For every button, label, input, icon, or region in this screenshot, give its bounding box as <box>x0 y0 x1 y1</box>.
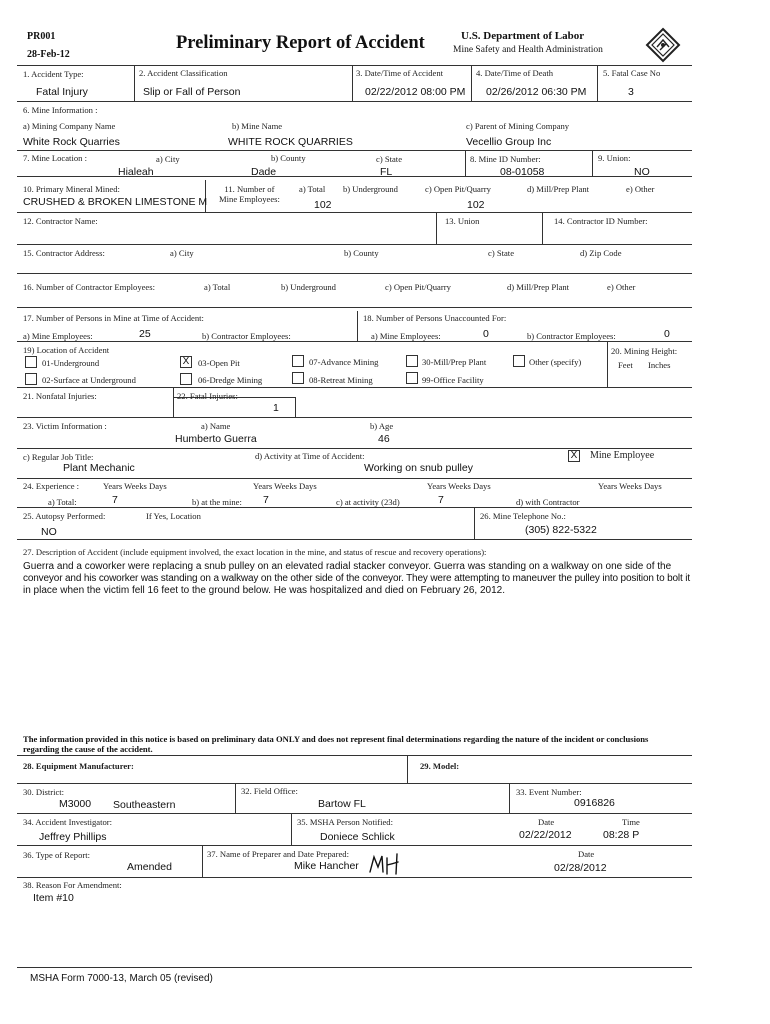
victim-age-label: b) Age <box>370 421 394 431</box>
page-title: Preliminary Report of Accident <box>176 33 425 53</box>
employees-total-label: a) Total <box>299 184 326 194</box>
nonfatal-injuries-label: 21. Nonfatal Injuries: <box>23 391 97 401</box>
mine-employee-label: Mine Employee <box>590 450 655 461</box>
checkbox-mine-employee[interactable]: X <box>568 450 580 462</box>
print-date: 28-Feb-12 <box>27 49 70 60</box>
description-line-2: conveyor and his coworker was standing on a walkway on the other side of the conveyor. They were attempting to maneuver the pulley into position to bolt it <box>23 573 690 584</box>
contractor-other-label: e) Other <box>607 282 636 292</box>
state-label: c) State <box>376 154 403 164</box>
form-code: PR001 <box>27 31 56 42</box>
persons-mine-employees-label: a) Mine Employees: <box>23 331 93 341</box>
investigator-label: 34. Accident Investigator: <box>23 817 113 827</box>
autopsy-label: 25. Autopsy Performed: <box>23 511 106 521</box>
contractor-underground-label: b) Underground <box>281 282 336 292</box>
county-value: Dade <box>251 166 277 178</box>
company-name-value: White Rock Quarries <box>23 136 120 148</box>
contractor-total-label: a) Total <box>204 282 231 292</box>
notified-time-value: 08:28 P <box>603 829 640 841</box>
experience-label: 24. Experience : <box>23 481 80 491</box>
death-datetime-value: 02/26/2012 06:30 PM <box>486 86 587 98</box>
union-label: 9. Union: <box>598 153 631 163</box>
employees-open-pit-label: c) Open Pit/Quarry <box>425 184 491 194</box>
job-title-value: Plant Mechanic <box>63 462 135 474</box>
parent-company-value: Vecellio Group Inc <box>466 136 552 148</box>
mine-location-label: 7. Mine Location : <box>23 153 87 163</box>
number-employees-label: 11. Number of Mine Employees: <box>219 184 280 204</box>
loc-dredge-label: 06-Dredge Mining <box>198 375 263 385</box>
exp-contractor-units: Years Weeks Days <box>598 481 662 491</box>
preparer-signature <box>368 852 402 876</box>
notified-date-label: Date <box>538 817 555 827</box>
checkbox-advance-mining[interactable] <box>292 355 304 367</box>
exp-total-label: a) Total: <box>48 497 77 507</box>
mine-id-label: 8. Mine ID Number: <box>470 154 541 164</box>
mine-telephone-label: 26. Mine Telephone No.: <box>480 511 566 521</box>
union-value: NO <box>634 166 650 178</box>
equipment-manufacturer-label: 28. Equipment Manufacturer: <box>23 761 134 771</box>
checkbox-mill-prep[interactable] <box>406 355 418 367</box>
loc-mill-label: 30-Mill/Prep Plant <box>422 357 487 367</box>
amendment-reason-value: Item #10 <box>33 892 74 904</box>
parent-company-label: c) Parent of Mining Company <box>466 121 570 131</box>
exp-mine-value: 7 <box>263 494 269 506</box>
exp-mine-units: Years Weeks Days <box>253 481 317 491</box>
accident-classification-value: Slip or Fall of Person <box>143 86 241 98</box>
fatal-injuries-label: 22. Fatal Injuries: <box>177 391 238 401</box>
persons-contractor-label: b) Contractor Employees: <box>202 331 291 341</box>
death-datetime-label: 4. Date/Time of Death <box>476 68 554 78</box>
contractor-mill-label: d) Mill/Prep Plant <box>507 282 570 292</box>
contractor-open-pit-label: c) Open Pit/Quarry <box>385 282 451 292</box>
disclaimer-text: The information provided in this notice is based on preliminary data ONLY and does not represent final determinations regarding the nature of the incident or conclusions regarding the cause of the accident. <box>23 734 649 754</box>
event-number-label: 33. Event Number: <box>516 787 582 797</box>
contractor-id-label: 14. Contractor ID Number: <box>554 216 648 226</box>
fatal-injuries-value: 1 <box>273 402 279 414</box>
district-code-value: M3000 <box>59 798 92 810</box>
report-type-label: 36. Type of Report: <box>23 850 91 860</box>
preparer-value: Mike Hancher <box>294 860 359 872</box>
accident-classification-label: 2. Accident Classification <box>139 68 228 78</box>
primary-mineral-label: 10. Primary Mineral Mined: <box>23 184 120 194</box>
district-label: 30. District: <box>23 787 65 797</box>
sub-agency-name: Mine Safety and Health Administration <box>453 45 603 55</box>
accident-type-label: 1. Accident Type: <box>23 69 84 79</box>
loc-office-label: 99-Office Facility <box>422 375 484 385</box>
exp-contractor-label: d) with Contractor <box>516 497 580 507</box>
unaccounted-mine-label: a) Mine Employees: <box>371 331 441 341</box>
checkbox-dredge[interactable] <box>180 373 192 385</box>
exp-total-value: 7 <box>112 494 118 506</box>
loc-retreat-label: 08-Retreat Mining <box>309 375 373 385</box>
accident-type-value: Fatal Injury <box>36 86 88 98</box>
contractor-state-label: c) State <box>488 248 515 258</box>
agency-name: U.S. Department of Labor <box>461 30 585 42</box>
exp-activity-label: c) at activity (23d) <box>336 497 400 507</box>
autopsy-location-label: If Yes, Location <box>146 511 201 521</box>
investigator-value: Jeffrey Phillips <box>39 831 107 843</box>
field-office-label: 32. Field Office: <box>241 786 298 796</box>
description-label: 27. Description of Accident (include equipment involved, the exact location in the mine, and status of rescue and recovery operations): <box>23 547 487 557</box>
checkbox-retreat-mining[interactable] <box>292 372 304 384</box>
mine-info-label: 6. Mine Information : <box>23 105 98 115</box>
mine-id-value: 08-01058 <box>500 166 545 178</box>
prepared-date-value: 02/28/2012 <box>554 862 607 874</box>
contractor-county-label: b) County <box>344 248 379 258</box>
contractor-address-label: 15. Contractor Address: <box>23 248 105 258</box>
district-name-value: Southeastern <box>113 799 176 811</box>
victim-name-value: Humberto Guerra <box>175 433 257 445</box>
employees-total-value: 102 <box>314 199 332 211</box>
contractor-union-label: 13. Union <box>445 216 480 226</box>
preparer-label: 37. Name of Preparer and Date Prepared: <box>207 849 349 859</box>
field-office-value: Bartow FL <box>318 798 366 810</box>
checkbox-surface-underground[interactable] <box>25 373 37 385</box>
victim-age-value: 46 <box>378 433 390 445</box>
mine-telephone-value: (305) 822-5322 <box>525 524 597 536</box>
exp-total-units: Years Weeks Days <box>103 481 167 491</box>
contractor-employees-label: 16. Number of Contractor Employees: <box>23 282 155 292</box>
exp-activity-value: 7 <box>438 494 444 506</box>
person-notified-label: 35. MSHA Person Notified: <box>297 817 393 827</box>
notified-date-value: 02/22/2012 <box>519 829 572 841</box>
employees-open-pit-value: 102 <box>467 199 485 211</box>
persons-mine-employees-value: 25 <box>139 328 151 340</box>
mining-height-feet-label: Feet <box>618 360 633 370</box>
employees-other-label: e) Other <box>626 184 655 194</box>
unaccounted-label: 18. Number of Persons Unaccounted For: <box>363 313 507 323</box>
report-type-value: Amended <box>127 861 172 873</box>
exp-activity-units: Years Weeks Days <box>427 481 491 491</box>
loc-open-pit-label: 03-Open Pit <box>198 358 240 368</box>
description-line-1: Guerra and a coworker were replacing a snub pulley on an elevated radial stacker conveyor. Guerra was standing on a walkway on one side of the <box>23 561 672 572</box>
mine-name-label: b) Mine Name <box>232 121 283 131</box>
location-of-accident-label: 19) Location of Accident <box>23 345 110 355</box>
checkbox-office[interactable] <box>406 372 418 384</box>
event-number-value: 0916826 <box>574 797 615 809</box>
contractor-name-label: 12. Contractor Name: <box>23 216 98 226</box>
loc-underground-label: 01-Underground <box>42 358 100 368</box>
activity-value: Working on snub pulley <box>364 462 473 474</box>
company-name-label: a) Mining Company Name <box>23 121 116 131</box>
person-notified-value: Doniece Schlick <box>320 831 395 843</box>
contractor-zip-label: d) Zip Code <box>580 248 622 258</box>
city-value: Hialeah <box>118 166 154 178</box>
primary-mineral-value: CRUSHED & BROKEN LIMESTONE M <box>23 196 208 208</box>
description-line-3: in place when the victim fell 16 feet to the ground below. He was hospitalized and died on February 26, 2012. <box>23 585 505 596</box>
fatal-case-value: 3 <box>628 86 634 98</box>
form-footer: MSHA Form 7000-13, March 05 (revised) <box>30 973 213 984</box>
amendment-reason-label: 38. Reason For Amendment: <box>23 880 122 890</box>
activity-label: d) Activity at Time of Accident: <box>255 451 365 461</box>
checkbox-other[interactable] <box>513 355 525 367</box>
accident-datetime-value: 02/22/2012 08:00 PM <box>365 86 466 98</box>
contractor-city-label: a) City <box>170 248 194 258</box>
accident-datetime-label: 3. Date/Time of Accident <box>356 68 444 78</box>
victim-name-label: a) Name <box>201 421 231 431</box>
exp-mine-label: b) at the mine: <box>192 497 242 507</box>
victim-info-label: 23. Victim Information : <box>23 421 107 431</box>
loc-surface-label: 02-Surface at Underground <box>42 375 136 385</box>
msha-seal-icon <box>645 27 681 63</box>
notified-time-label: Time <box>622 817 640 827</box>
autopsy-value: NO <box>41 526 57 538</box>
county-label: b) County <box>271 153 306 163</box>
employees-mill-label: d) Mill/Prep Plant <box>527 184 590 194</box>
model-label: 29. Model: <box>420 761 460 771</box>
prepared-date-label: Date <box>578 849 595 859</box>
checkbox-underground[interactable] <box>25 356 37 368</box>
fatal-case-label: 5. Fatal Case No <box>603 68 661 78</box>
mining-height-label: 20. Mining Height: <box>611 346 678 356</box>
persons-in-mine-label: 17. Number of Persons in Mine at Time of Accident: <box>23 313 204 323</box>
job-title-label: c) Regular Job Title: <box>23 452 94 462</box>
employees-underground-label: b) Underground <box>343 184 398 194</box>
loc-other-label: Other (specify) <box>529 357 582 367</box>
loc-advance-label: 07-Advance Mining <box>309 357 379 367</box>
unaccounted-contractor-label: b) Contractor Employees: <box>527 331 616 341</box>
unaccounted-contractor-value: 0 <box>664 328 670 340</box>
checkbox-open-pit[interactable]: X <box>180 356 192 368</box>
mining-height-inches-label: Inches <box>648 360 671 370</box>
state-value: FL <box>380 166 393 178</box>
unaccounted-mine-value: 0 <box>483 328 489 340</box>
mine-name-value: WHITE ROCK QUARRIES <box>228 136 353 148</box>
city-label: a) City <box>156 154 180 164</box>
